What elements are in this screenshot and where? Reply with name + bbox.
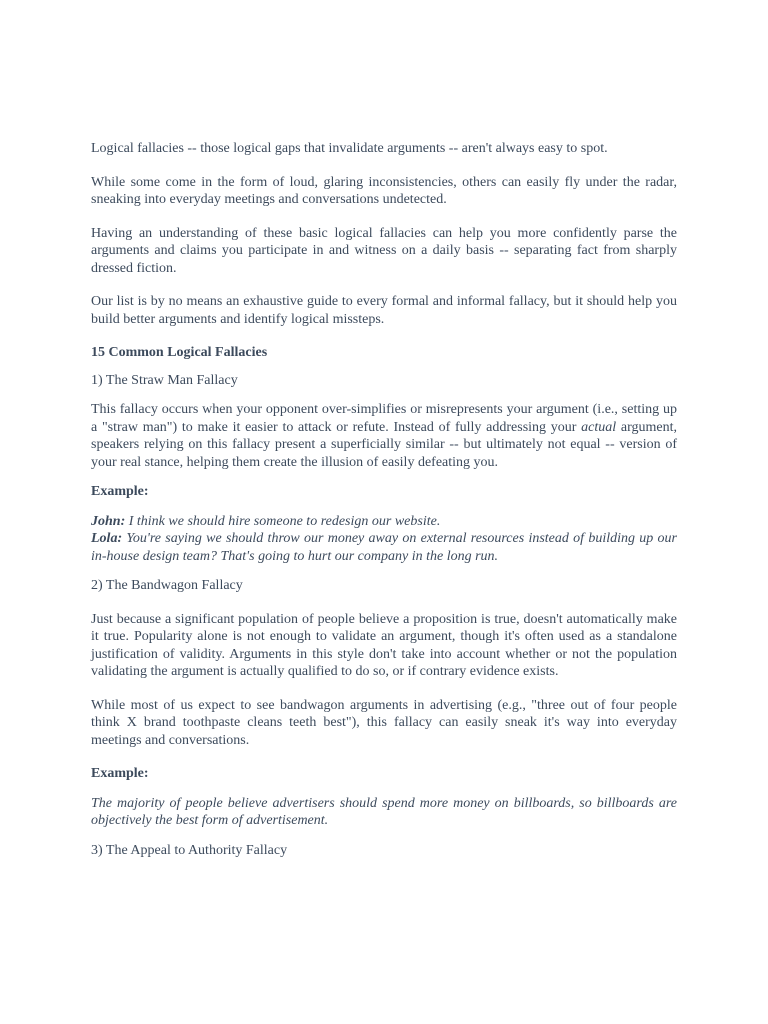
section-2-paragraph-1: Just because a significant population of people believe a proposition is true, doesn't automatically make it true. Popularity alone is not enough to validate an argument, though it's often used as a standalone justification of validity. Arguments in this style don't take into account whether or not the population validating the argument is actually qualified to do so, or if contrary evidence exists.	[91, 611, 677, 679]
section-2-example-label: Example:	[91, 766, 149, 781]
section-1-body	[91, 401, 677, 471]
intro-paragraph-2: While some come in the form of loud, glaring inconsistencies, others can easily fly under the radar, sneaking into everyday meetings and conversations undetected.	[91, 174, 677, 207]
section-3-title: 3) The Appeal to Authority Fallacy	[91, 842, 288, 858]
dialogue-line-lola	[91, 530, 677, 565]
document-page	[91, 140, 677, 859]
section-1-body-after: argument, speakers relying on this fallacy present a superficially similar -- but ultimately not equal -- version of your real stance, helping them create the illusion of easily defeating you.	[91, 419, 677, 470]
dialogue-speaker-john: John:	[91, 513, 126, 529]
list-heading: 15 Common Logical Fallacies	[91, 345, 268, 360]
section-2-title: 2) The Bandwagon Fallacy	[91, 578, 243, 593]
dialogue-text-john: I think we should hire someone to redesign our website.	[125, 513, 441, 529]
intro-paragraph-4: Our list is by no means an exhaustive guide to every formal and informal fallacy, but it should help you build better arguments and identify logical missteps.	[91, 294, 677, 327]
section-2-example-text: The majority of people believe advertisers should spend more money on billboards, so billboards are objectively the best form of advertisement.	[91, 795, 677, 828]
dialogue-speaker-lola: Lola:	[91, 531, 123, 546]
section-1-body-before: This fallacy occurs when your opponent over-simplifies or misrepresents your argument (i.e., setting up a "straw man") to make it easier to attack or refute. Instead of fully addressing your	[91, 402, 677, 435]
dialogue-text-lola: You're saying we should throw our money away on external resources instead of building up our in-house design team? That's going to hurt our company in the long run.	[91, 531, 677, 564]
section-1-body-emphasis: actual	[581, 419, 617, 435]
section-2-paragraph-2: While most of us expect to see bandwagon arguments in advertising (e.g., "three out of four people think X brand toothpaste cleans teeth best"), this fallacy can easily sneak it's way into everyday meetings and conversations.	[91, 697, 677, 748]
section-1-example-label: Example:	[91, 484, 149, 499]
dialogue-line-john	[91, 513, 677, 531]
intro-paragraph-3: Having an understanding of these basic logical fallacies can help you more confidently parse the arguments and claims you participate in and witness on a daily basis -- separating fact from sharply dressed fiction.	[91, 225, 677, 276]
section-1-title: 1) The Straw Man Fallacy	[91, 372, 238, 388]
intro-paragraph-1: Logical fallacies -- those logical gaps that invalidate arguments -- aren't always easy to spot.	[91, 141, 608, 156]
